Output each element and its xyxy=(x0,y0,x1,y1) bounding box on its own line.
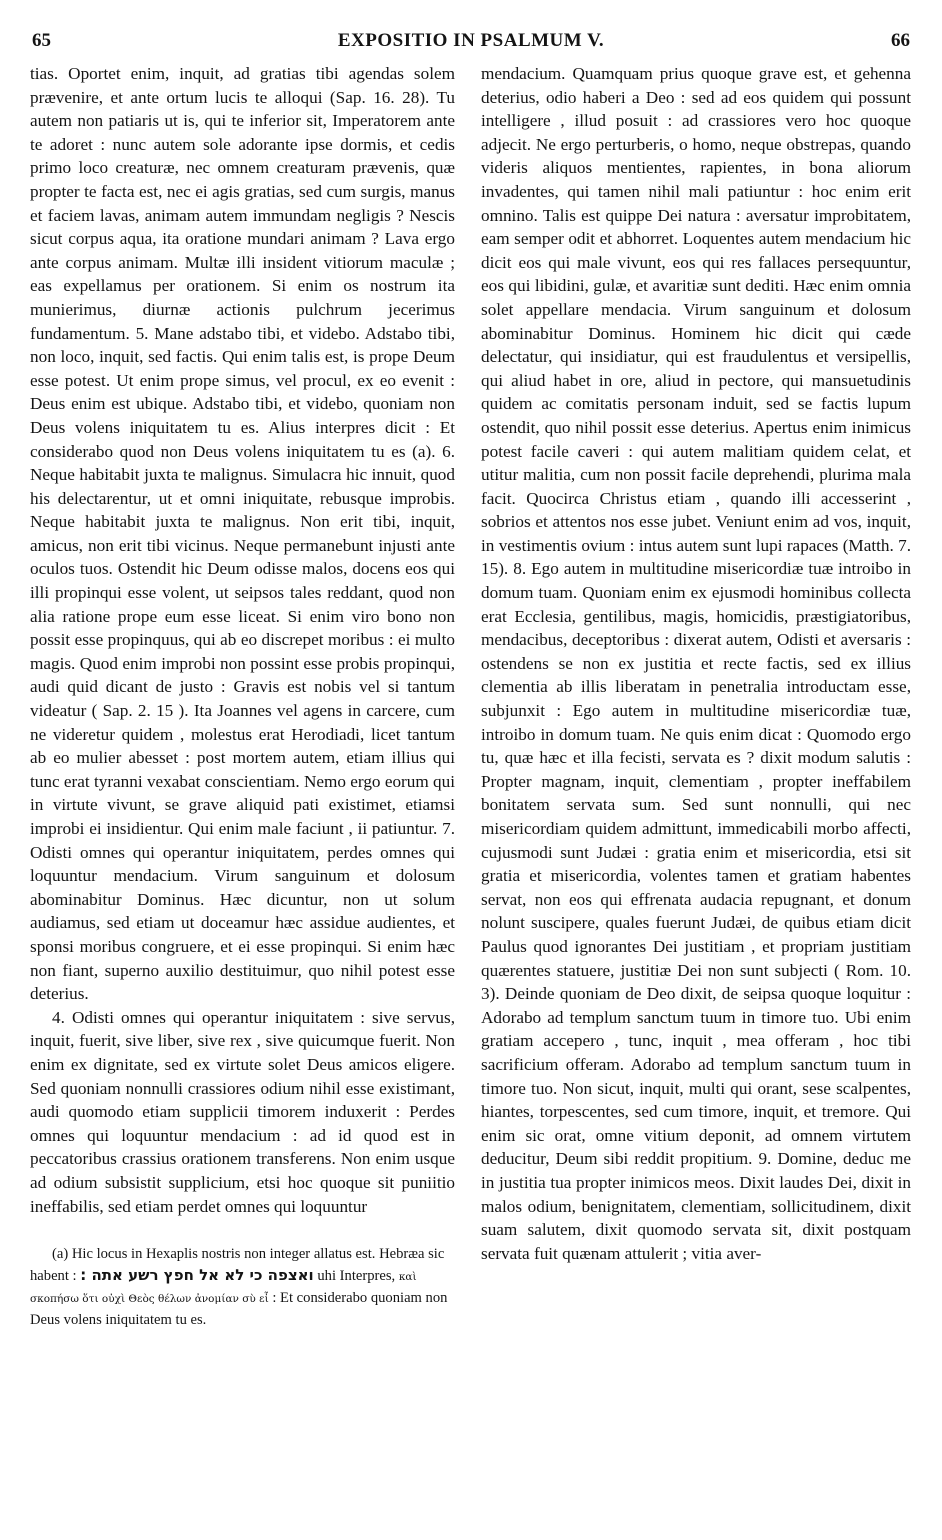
right-paragraph-1: mendacium. Quamquam prius quoque grave est, et gehenna deterius, odio haberi a Deo : sed ad eos quidem qui possunt intelligere , illud posuit : ad crassiores vero hoc quoque adjecit. Ne ergo perturberis, o homo, neque obstrepas, quando videris aliquos mentientes, rapientes, in bona aliorum invadentes, qui tamen nihil mali patiuntur : hoc enim erit omnino. Talis est quippe Dei natura : aversatur improbitatem, eam semper odit et abhorret. Loquentes autem mendacium hic dicit eos qui male vivunt, eos qui res fallaces persequuntur, eos qui libidini, gulæ, et avaritiæ sunt dediti. Hæc enim omnia solet appellare mendacia. Virum sanguinum et dolosum abominabitur Dominus. Hominem hic dicit qui cæde delectatur, qui insidiatur, qui est fraudulentus et versipellis, qui aliud habet in ore, aliud in pectore, qui mansuetudinis quidem ac comitatis personam induit, sed se factis lupum ostendit, quo nihil possit esse deterius. Apertus enim inimicus potest facile caveri : qui autem malitiam quidem celat, et utitur malitia, cum non possit facile deprehendi, plurima mala facit. Quocirca Christus etiam , quando illi accesserint , sobrios et attentos nos esse jubet. Veniunt enim ad vos, inquit, in vestimentis ovium : intus autem sunt lupi rapaces (Matth. 7. 15). 8. Ego autem in multitudine misericordiæ tuæ introibo in domum tuam. Quoniam enim ex ejusmodi hominibus collecta erat Ecclesia, gentilibus, magis, homicidis, præstigiatoribus, mendacibus, deceptoribus : dixerat autem, Odisti et aversaris : ostendens se non ex justitia et recte factis, sed ex illius clementia ab illis liberatam in penetralia introductam esse, subjunxit : Ego autem in multitudine misericordiæ tuæ, introibo in domum tuam. Ne quis enim dicat : Quomodo ergo tu, quæ hæc et illa fecisti, servata es ? dixit modum salutis : Propter magnam, inquit, clementiam , propter ineffabilem bonitatem servata sum. Sed sunt nonnulli, qui nec misericordiam quidem admittunt, immedicabili morbo affecti, cujusmodi sunt Judæi : gratia enim et misericordia, etsi sit gratia et misericordia, volentes tamen et gratiam habentes servat, non eos qui effrenata audacia repugnant, et donum nolunt suscipere, quales fuerunt Judæi, de quibus etiam dicit Paulus quod ignorantes Dei justitiam , et propriam justitiam quærentes statuere, justitiæ Dei non sunt subjecti ( Rom. 10. 3). Deinde quoniam de Deo dixit, de seipsa quoque loquitur : Adorabo ad templum sanctum tuum in timore tuo. Ubi enim gratiam accepero , tunc, inquit , mea offeram , hoc tibi sacrificium offeram. Adorabo ad templum sanctum tuum in timore tuo. Non sicut, inquit, multi qui orant, sese scalpentes, hiantes, torpescentes, sed cum timore, inquit, et tremore. Qui enim sic orat, omne vitium deponit, ad omnem virtutem deducitur, Deum sibi reddit propitium. 9. Domine, deduc me in justitia tua propter inimicos meos. Dixit laudes Dei, dixit in malos odium, benignitatem, clementiam, sollicitudinem, dixit suam salutem, dixit quomodo servata sit, dixit postquam servata fuit quænam attulerit ; vitia aver- xyxy=(481,64,911,1263)
footnote-text-1: (a) Hic locus in Hexaplis nostris non integer allatus est. Hebræa sic habent : xyxy=(30,1246,445,1285)
footnote-greek: καὶ σκοπήσω ὅτι οὐχὶ Θεὸς θέλων ἀνομίαν σὺ εἶ xyxy=(30,1271,417,1306)
running-title: EXPOSITIO IN PSALMUM V. xyxy=(337,30,605,51)
left-column xyxy=(30,62,455,1331)
footnote-hebrew: ואצפה כי לא אל חפץ רשע אתה : xyxy=(80,1266,314,1285)
left-paragraph-1: tias. Oportet enim, inquit, ad gratias tibi agendas solem prævenire, et ante ortum lucis te alloqui (Sap. 16. 28). Tu autem non patiaris ut is, qui te inferior sit, Imperatorem ante te adoret : nunc autem sole adorante ipse dormis, et cedis primo loco creaturæ, nec omnem creaturam prævenis, quæ propter te facta est, nec ei agis gratias, sed cum surgis, manus et faciem lavas, animam autem immundam negligis ? Nescis sicut corpus aqua, ita oratione mundari animam ? Lava ergo ante corpus animam. Multæ illi insident vitiorum maculæ ; eas expellamus per orationem. Si enim os nostrum ita munierimus, diurnæ actionis pulchrum jecerimus fundamentum. 5. Mane adstabo tibi, et videbo. Adstabo tibi, non loco, inquit, sed factis. Qui enim talis est, is prope Deum esse potest. Ut enim prope simus, vel procul, ex eo evenit : Deus enim est ubique. Adstabo tibi, et videbo, quoniam non Deus volens iniquitatem tu es. Alius interpres dicit : Et considerabo quod non Deus volens iniquitatem tu es (a). 6. Neque habitabit juxta te malignus. Simulacra hic innuit, quod his delectarentur, ut et omni iniquitate, rebusque improbis. Neque habitabit juxta te malignus. Non erit tibi, inquit, amicus, non erit tibi vicinus. Neque permanebunt injusti ante oculos tuos. Ostendit hic Deum odisse malos, docens eos qui illi propinqui esse volent, ut seipsos tales reddant, quod non alia ratione prope eum esse liceat. Si enim viro bono non possit esse propinquus, qui ab eo discrepet moribus : ei multo magis. Quod enim improbi non possint esse probis propinqui, audi quid dicant de justo : Gravis est nobis vel si tantum videatur ( Sap. 2. 15 ). Ita Joannes vel agens in carcere, cum ne videretur quidem , molestus erat Herodiadi, licet tantum ab eo mulier abesset : post mortem autem, etiam illius qui tunc erat tyranni vexabat conscientiam. Nemo ergo eorum qui in virtute vivunt, se grave aliquid pati existimet, etiamsi improbi ei insidientur. Qui enim male faciunt , ii patiuntur. 7. Odisti omnes qui operantur iniquitatem, perdes omnes qui loquuntur mendacium. Virum sanguinum et dolosum abominabitur Dominus. Hæc dicuntur, non ut solum audiamus, sed etiam ut doceamur hæc assidue audientes, et sponsi moribus congruere, et ei esse propinqui. Si enim hæc non fiant, superno auxilio destituimur, quo nihil potest esse deterius. xyxy=(30,64,455,1004)
footnote-text-3: : Et considerabo quoniam non Deus volens iniquitatem tu es. xyxy=(30,1290,448,1329)
running-header xyxy=(30,30,912,56)
left-paragraph-2: 4. Odisti omnes qui operantur iniquitatem : sive servus, inquit, fuerit, sive liber, sive rex , sive quicumque fuerit. Non enim ex dignitate, sed ex virtute solet Deus amicos eligere. Sed quoniam nonnulli crassiores odium nihil esse existimant, audi quomodo etiam supplicii timorem induxerit : Perdes omnes qui loquuntur mendacium : ad id quod est in peccatoribus crassius orationem transferens. Non enim usque ad odium subsistit supplicium, etsi hoc quoque sit puniitio ineffabilis, sed etiam perdet omnes qui loquuntur xyxy=(30,1007,455,1216)
page-number-left: 65 xyxy=(32,30,51,51)
footnote xyxy=(30,1244,455,1331)
footnote-text-2: uhi Interpres, xyxy=(317,1268,396,1285)
right-column xyxy=(481,62,911,1265)
page-number-right: 66 xyxy=(891,30,910,51)
